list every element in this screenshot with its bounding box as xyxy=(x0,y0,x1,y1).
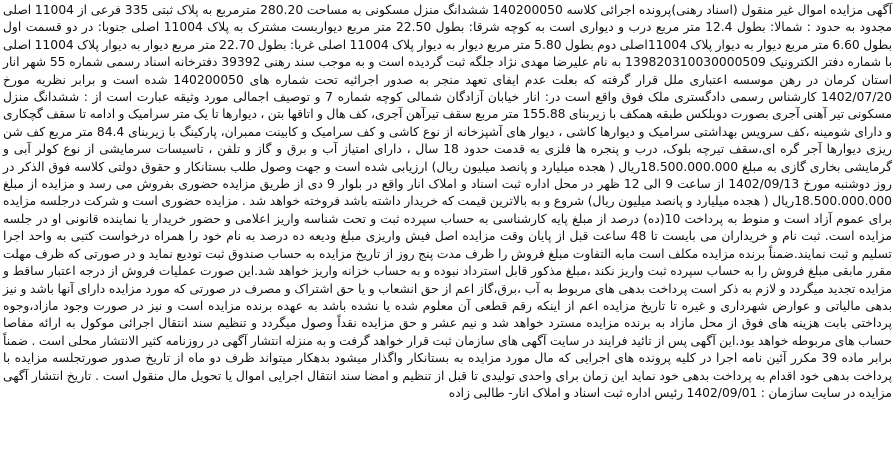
auction-notice-text: آگهی مزایده اموال غیر منقول (اسناد رهنی)پرونده اجرائی کلاسه 140200050 ششدانگ منزل مسکونی به مساحت 280.20 مترمربع به پلاک ثبتی 335 فرعی از 11004 اصلی مجدود به حدود : شمالا: بطول 12.4 متر مربع درب و دیواری است به کوچه شرقا: بطول 22.50 متر مربع دیواربست مشترک به پلاک 11004 اصلی جنوبا: در دو قسمت اول بطول 6.60 متر مربع دیوار به دیوار پلاک 11004اصلی دوم بطول 5.80 متر مربع دیوار به دیوار پلاک 11004 اصلی غربا: بطول 22.70 متر مربع دیوار به دیوار پلاک 11004 اصلی با شماره دفتر الکترونیک 139820310030000509 به نام علیرضا مهدی نژاد جلگه ثبت گردیده است و به موجب سند رهنی 39392 دفترخانه اسناد رسمی شماره 55 شهر انار استان کرمان در رهن موسسه اعتباری ملل قرار گرفته که بعلت عدم ایفای تعهد منجر به صدور اجرائیه تحت شماره های 140200050 شده است و برابر نظریه مورخ 1402/07/20 کارشناس رسمی دادگستری ملک فوق واقع است در: انار خیابان آزادگان شمالی کوچه شماره 7 و توصیف اجمالی مورد وثیقه عبارت است از : ششدانگ منزل مسکونی تیر آهنی آجری بصورت دوبلکس طبقه همکف با زیربنای 155.88 متر مربع سقف تیرآهن آجری، کف هال و اتاقها بتن ، دیوارها تا یک متر سرامیک و ادامه تا سقف گچکاری و دارای شومینه ،کف سرویس بهداشتی سرامیک و دیوارها کاشی ، دیوار های آشپزخانه از نوع کاشی و کف سرامیک و کابینت ممبران، پارکینگ با زیربنای 84.4 متر مربع کف شن ریزی دیوارها آجر گره ای،سقف تیرچه بلوک، درب و پنجره ها فلزی به قدمت حدود 18 سال ، دارای امتیاز آب و برق و گاز و تلفن ، تاسیسات سرمایشی از نوع کولر آبی و گرمایشی بخاری گازی به مبلغ 18.500.000.000ریال ( هجده میلیارد و پانصد میلیون ریال) ارزیابی شده است و جهت وصول طلب بستانکار و حقوق دولتی کلاسه فوق الذکر در روز دوشنبه مورخ 1402/09/13 از ساعت 9 الی 12 ظهر در محل اداره ثبت اسناد و املاک انار واقع در بلوار 9 دی از طریق مزایده حضوری بفروش می رسد و مزایده از مبلغ 18.500.000.000ریال ( هجده میلیارد و پانصد میلیون ریال) شروع و به بالاترین قیمت که خریدار داشته باشد فروخته خواهد شد . مزایده حضوری است و شرکت درجلسه مزایده برای عموم آزاد است و منوط به پرداخت 10(ده) درصد از مبلغ پایه کارشناسی به حساب سپرده ثبت و تحت شناسه واریز اعلامی و حضور خریدار یا نماینده قانونی او در جلسه مزایده است. ثبت نام و خریداران می بایست تا 48 ساعت قبل از پایان وقت مزایده اصل فیش واریزی مبلغ ودیعه ده درصد به نام خود را همراه درخواست کتبی به واحد اجرا تسلیم و ثبت نمایند.ضمناً برنده مزایده مکلف است مابه التفاوت مبلغ فروش را ظرف مدت پنج روز از تاریخ مزایده به حساب صندوق ثبت تودیع نماید و در صورتی که ظرف مهلت مقرر مابقی مبلغ فروش را به حساب سپرده ثبت واریز نکند ،مبلغ مذکور قابل استرداد نبوده و به حساب خزانه واریز خواهد شد.این صورت عملیات فروش از درجه اعتبار ساقط و مزایده تجدید میگردد و لازم به ذکر است پرداخت بدهی های مربوط به آب ،برق،گاز اعم از حق انشعاب و یا حق اشتراک و مصرف در صورتی که مورد مزایده دارای آنها باشد و نیز بدهی مالیاتی و عوارض شهرداری و غیره تا تاریخ مزایده اعم از اینکه رقم قطعی آن معلوم شده یا نشده باشد به عهده برنده مزایده است و نیز در صورت وجود مازاد،وجوه پرداختی بابت هزینه های فوق از محل مازاد به برنده مزایده مسترد خواهد شد و نیم عشر و حق مزایده نقداً وصول میگردد و تنظیم سند انتقال اجرائی موکول به ارائه مفاصا حساب های مربوطه خواهد بود.این آگهی پس از تائید فرایند در سایت آگهی های سازمان ثبت قرار خواهد گرفت و به منزله انتشار آگهی در روزنامه کثیر الانتشار محلی است . ضمناً برابر ماده 39 مکرر آئین نامه اجرا در کلیه پرونده های اجرایی که مال مورد مزایده به بستانکار واگذار میشود بدهکار میتواند ظرف دو ماه از تاریخ صدور صورتجلسه مزایده با پرداخت بدهی خود اقدام به پرداخت بدهی خود نماید این زمان برای واحدی تولیدی تا قبل از تنظیم و امضا سند انتقال اجرایی اموال یا تحویل مال منقول است . تاریخ انتشار آگهی مزایده در سایت سازمان : 1402/09/01 رئیس اداره ثبت اسناد و املاک انار- طالبی زاده xyxy=(3,3,892,400)
